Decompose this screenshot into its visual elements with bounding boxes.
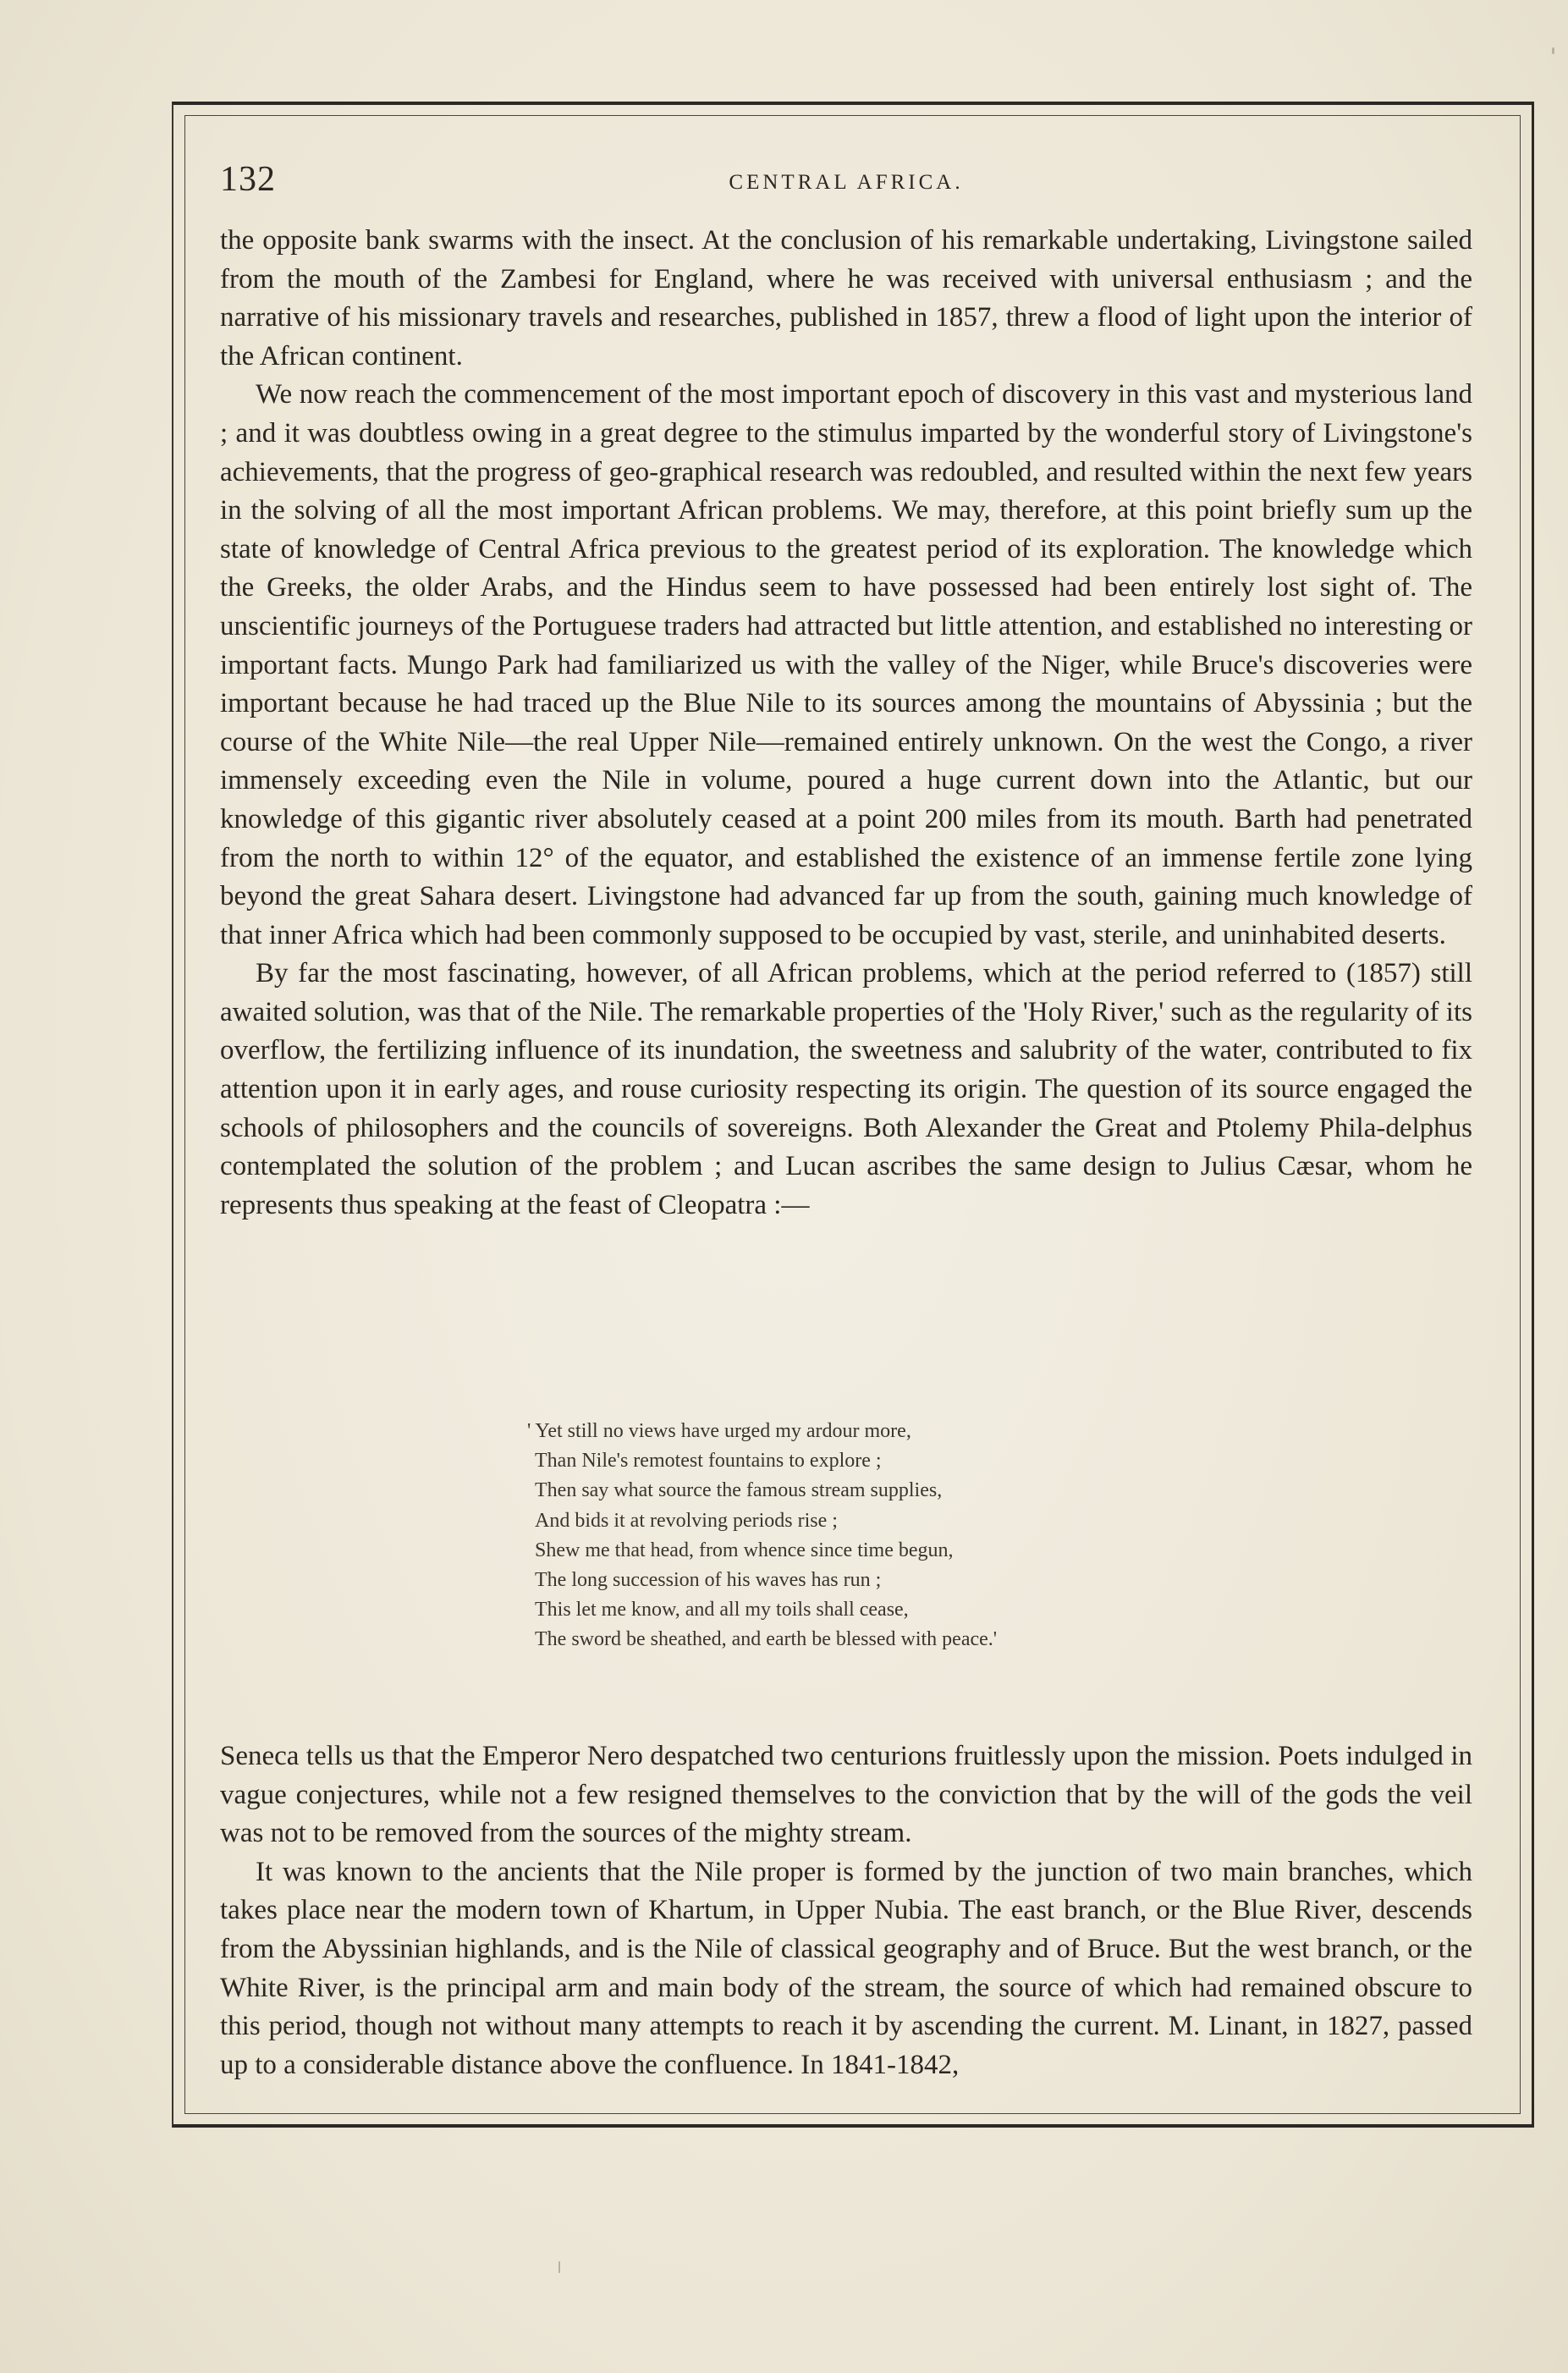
- page-header: [220, 159, 1472, 210]
- verse-line-1: ' Yet still no views have urged my ardour more,: [527, 1420, 911, 1442]
- verse-line-6: The long succession of his waves has run ;: [535, 1569, 882, 1592]
- paragraph-4: Seneca tells us that the Emperor Nero despatched two centurions fruitlessly upon the mission. Poets indulged in vague conjectures, while not a few resigned themselves to the conviction that by the will of the gods the veil was not to be removed from the sources of the mighty stream.: [220, 1741, 1472, 1849]
- verse-line-8: The sword be sheathed, and earth be blessed with peace.': [535, 1628, 998, 1651]
- verse-line-4: And bids it at revolving periods rise ;: [535, 1509, 838, 1532]
- paper-speck: [558, 2261, 560, 2273]
- paragraph-1: the opposite bank swarms with the insect. At the conclusion of his remarkable undertaking, Livingstone sailed from the mouth of the Zambesi for England, where he was received with universal enthusiasm ; and the narrative of his missionary travels and researches, published in 1857, threw a flood of light upon the interior of the African continent.: [220, 225, 1472, 372]
- verse-line-2: Than Nile's remotest fountains to explore ;: [535, 1450, 882, 1473]
- paragraph-3: By far the most fascinating, however, of all African problems, which at the period referred to (1857) still awaited solution, was that of the Nile. The remarkable properties of the 'Holy River,' such as the regularity of its overflow, the fertilizing influence of its inundation, the sweetness and salubrity of the water, contributed to fix attention upon it in early ages, and rouse curiosity respecting its origin. The question of its source engaged the schools of philosophers and the councils of sovereigns. Both Alexander the Great and Ptolemy Phila-delphus contemplated the solution of the problem ; and Lucan ascribes the same design to Julius Cæsar, whom he represents thus speaking at the feast of Cleopatra :—: [220, 958, 1472, 1220]
- paragraph-5: It was known to the ancients that the Nile proper is formed by the junction of two main branches, which takes place near the modern town of Khartum, in Upper Nubia. The east branch, or the Blue River, descends from the Abyssinian highlands, and is the Nile of classical geography and of Bruce. But the west branch, or the White River, is the principal arm and main body of the stream, the source of which had remained obscure to this period, though not without many attempts to reach it by ascending the current. M. Linant, in 1827, passed up to a considerable distance above the confluence. In 1841-1842,: [220, 1856, 1472, 2080]
- verse-quotation: [527, 1417, 1178, 1655]
- running-head: CENTRAL AFRICA.: [729, 171, 964, 194]
- page-number: 132: [220, 160, 276, 199]
- verse-line-5: Shew me that head, from whence since time begun,: [535, 1539, 954, 1561]
- body-text-bottom: [220, 1737, 1472, 2084]
- paragraph-2: We now reach the commencement of the most important epoch of discovery in this vast and mysterious land ; and it was doubtless owing in a great degree to the stimulus imparted by the wonderful story of Livingstone's achievements, that the progress of geo-graphical research was redoubled, and resulted within the next few years in the solving of all the most important African problems. We may, therefore, at this point briefly sum up the state of knowledge of Central Africa previous to the greatest period of its exploration. The knowledge which the Greeks, the older Arabs, and the Hindus seem to have possessed had been entirely lost sight of. The unscientific journeys of the Portuguese traders had attracted but little attention, and established no interesting or important facts. Mungo Park had familiarized us with the valley of the Niger, while Bruce's discoveries were important because he had traced up the Blue Nile to its sources among the mountains of Abyssinia ; but the course of the White Nile—the real Upper Nile—remained entirely unknown. On the west the Congo, a river immensely exceeding even the Nile in volume, poured a huge current down into the Atlantic, but our knowledge of this gigantic river absolutely ceased at a point 200 miles from its mouth. Barth had penetrated from the north to within 12° of the equator, and established the existence of an immense fertile zone lying beyond the great Sahara desert. Livingstone had advanced far up from the south, gaining much knowledge of that inner Africa which had been commonly supposed to be occupied by vast, sterile, and uninhabited deserts.: [220, 379, 1472, 950]
- body-text-top: [220, 222, 1472, 1225]
- verse-line-7: This let me know, and all my toils shall cease,: [535, 1599, 909, 1621]
- verse-line-3: Then say what source the famous stream supplies,: [535, 1479, 943, 1502]
- paper-speck: [1552, 47, 1554, 54]
